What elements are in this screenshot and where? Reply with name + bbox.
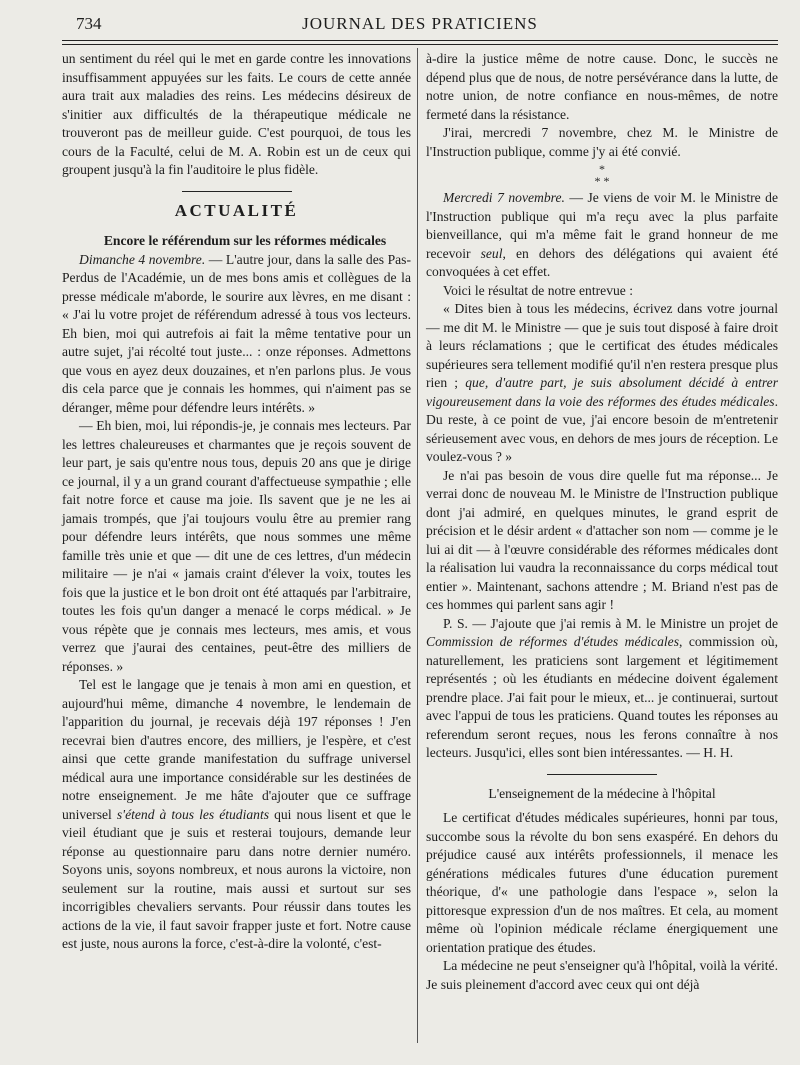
section-title: ACTUALITÉ bbox=[174, 200, 299, 220]
paragraph: un sentiment du réel qui le met en garde contre les innovations insuffisamment appuyées sur les faits. Le cours de cette année aura trait aux maladies des reins. Les médecins désireux de s'initier aux difficultés de la thérapeutique médicale ne trouveront pas de meilleur guide. C'est pourquoi, de tous les cours de la Faculté, celui de M. A. Robin est un de ceux qui groupent jusqu'à la fin l'auditoire le plus fidèle. bbox=[62, 51, 411, 177]
paragraph: Je n'ai pas besoin de vous dire quelle fut ma réponse... Je verrai donc de nouveau M. le Ministre de l'Instruction publique dont j'ai admiré, en quelques minutes, le grand esprit de précision et le désir ardent « d'attacher son nom — comme je le lui ai dit — à l'œuvre considérable des réformes médicales dont la réalisation lui vaudra la reconnaissance du corps médical tout entier ». Maintenant, sachons attendre ; M. Briand n'est pas de ces hommes qui parlent sans agir ! bbox=[426, 467, 778, 612]
section-rule bbox=[182, 191, 292, 192]
left-column bbox=[62, 50, 411, 954]
paragraph: Le certificat d'études médicales supérieures, honni par tous, succombe sous la révolte du bon sens exaspéré. En dehors du préjudice causé aux intérêts professionnels, il menace les générations médicales futures d'une éducation purement théorique, d'« une pathologie dans l'espace », selon la pittoresque expression d'un de nos maîtres. Et cela, au moment même où l'opinion médicale réclame énergiquement une orientation pratique des études. bbox=[426, 810, 778, 955]
paragraph: J'irai, mercredi 7 novembre, chez M. le Ministre de l'Instruction publique, comme j'y ai été convié. bbox=[426, 125, 778, 159]
paragraph: à-dire la justice même de notre cause. Donc, le succès ne dépend plus que de nous, de notre persévérance dans la lutte, de notre union, de notre confiance en nous-mêmes, de notre fermeté dans la résistance. bbox=[426, 51, 778, 122]
paragraph: Mercredi 7 novembre. — Je viens de voir M. le Ministre de l'Instruction publique qui m'a reçu avec la plus parfaite bienveillance, qui m'a même fait le grand honneur de me recevoir seul, en dehors des délégations qui avaient été convoquées à cet effet. bbox=[426, 190, 779, 279]
dateline: Dimanche 4 novembre. bbox=[79, 251, 206, 267]
paragraph: Voici le résultat de notre entrevue : bbox=[443, 282, 633, 298]
section-rule bbox=[547, 774, 657, 775]
right-column bbox=[426, 50, 778, 994]
paragraph: Dimanche 4 novembre. — L'autre jour, dans la salle des Pas-Perdus de l'Académie, un de mes bons amis et collègues de la presse médicale m'aborde, le sourire aux lèvres, en me disant : « J'ai lu votre projet de référendum adressé à tous vos lecteurs. Eh bien, moi qui autrefois ai fait la même tentative pour un autre sujet, j'ai récolté tout juste... : onze réponses. Admettons que vous en ayez deux douzaines, et n'en parlons plus. Je vous dis cela parce que je connais les hommes, qui n'aiment pas se déranger, même pour défendre leurs intérêts. » bbox=[62, 251, 411, 415]
page-header bbox=[62, 10, 778, 38]
header-rule-thin bbox=[62, 44, 778, 45]
journal-title: JOURNAL DES PRATICIENS bbox=[302, 14, 538, 33]
asterism: * * * bbox=[594, 162, 610, 188]
paragraph: « Dites bien à tous les médecins, écrivez dans votre journal — me dit M. le Ministre — que je suis tout disposé à faire droit à leurs réclamations ; que le certificat des études médicales supérieures sera tellement modifié qu'il n'en restera presque plus rien ; que, d'autre part, je suis absolument décidé à entrer vigoureusement dans la voie des réformes des études médicales. Du reste, à ce point de vue, j'ai encore besoin de m'entretenir sérieusement avec vous, en dehors de mes jours de réception. Le voulez-vous ? » bbox=[426, 301, 778, 464]
paragraph: P. S. — J'ajoute que j'ai remis à M. le Ministre un projet de Commission de réformes d'études médicales, commission où, naturellement, les praticiens sont largement et légitimement représentés ; où les étudiants en médecine doivent également prendre place. J'ai fait pour le mieux, et... je continuerai, surtout avec l'appui de tous les praticiens. Quand toutes les réponses au referendum seront reçues, nous les ferons connaître à nos lecteurs. Jusqu'ici, elles sont bien intéressantes. — H. H. bbox=[426, 615, 778, 760]
paragraph: Tel est le langage que je tenais à mon ami en question, et aujourd'hui même, dimanche 4 novembre, le lendemain de l'apparition du journal, je recevais déjà 197 réponses ! J'en recevrai bien d'autres encore, des milliers, je l'espère, et c'est ainsi que cette grande manifestation du suffrage universel médical aura une importance considérable sur les destinées de notre enseignement. Je me hâte d'ajouter que ce suffrage universel s'étend à tous les étudiants qui nous lisent et que le vieil étudiant que je suis et resterai toujours, demande leur réponse au questionnaire paru dans notre dernier numéro. Soyons unis, soyons nombreux, et nous aurons la victoire, non seulement sur la routine, mais aussi et surtout sur ses incorrigibles chevaliers servants. Pour réussir dans toutes les actions de la vie, il faut savoir frapper juste et fort. Notre cause est juste, nous aurons la force, c'est-à-dire la volonté, c'est- bbox=[62, 677, 411, 951]
page-number: 734 bbox=[76, 14, 102, 33]
article-title: L'enseignement de la médecine à l'hôpital bbox=[488, 785, 716, 801]
article-title: Encore le référendum sur les réformes médicales bbox=[103, 233, 387, 248]
header-rule bbox=[62, 40, 778, 41]
paragraph: La médecine ne peut s'enseigner qu'à l'hôpital, voilà la vérité. Je suis pleinement d'accord avec ceux qui ont déjà bbox=[426, 958, 778, 992]
dateline: Mercredi 7 novembre. bbox=[443, 190, 565, 205]
column-divider bbox=[417, 48, 418, 1043]
paragraph: — Eh bien, moi, lui répondis-je, je connais mes lecteurs. Par les lettres chaleureuses et charmantes que je reçois souvent de leur part, je sais qu'entre nous tous, depuis 20 ans que je dirige ce journal, il y a un grand courant d'affectueuse sympathie ; elle fait notre force et cause ma joie. Ils savent que je ne les ai jamais trompés, que j'ai toujours voulu être au premier rang pour défendre leurs intérêts, que nous sommes une même famille très unie et que — dit une de ces lettres, d'un médecin militaire — je n'ai « jamais craint d'élever la voix, toutes les fois que la justice et le bon droit ont été attaqués par l'arbitraire, toutes les fois qu'un danger a menacé le corps médical. » Je vous répète que je connais mes lecteurs, mes amis, et vous verrez que j'aurai des centaines, peut-être des milliers de réponses. » bbox=[62, 418, 411, 674]
